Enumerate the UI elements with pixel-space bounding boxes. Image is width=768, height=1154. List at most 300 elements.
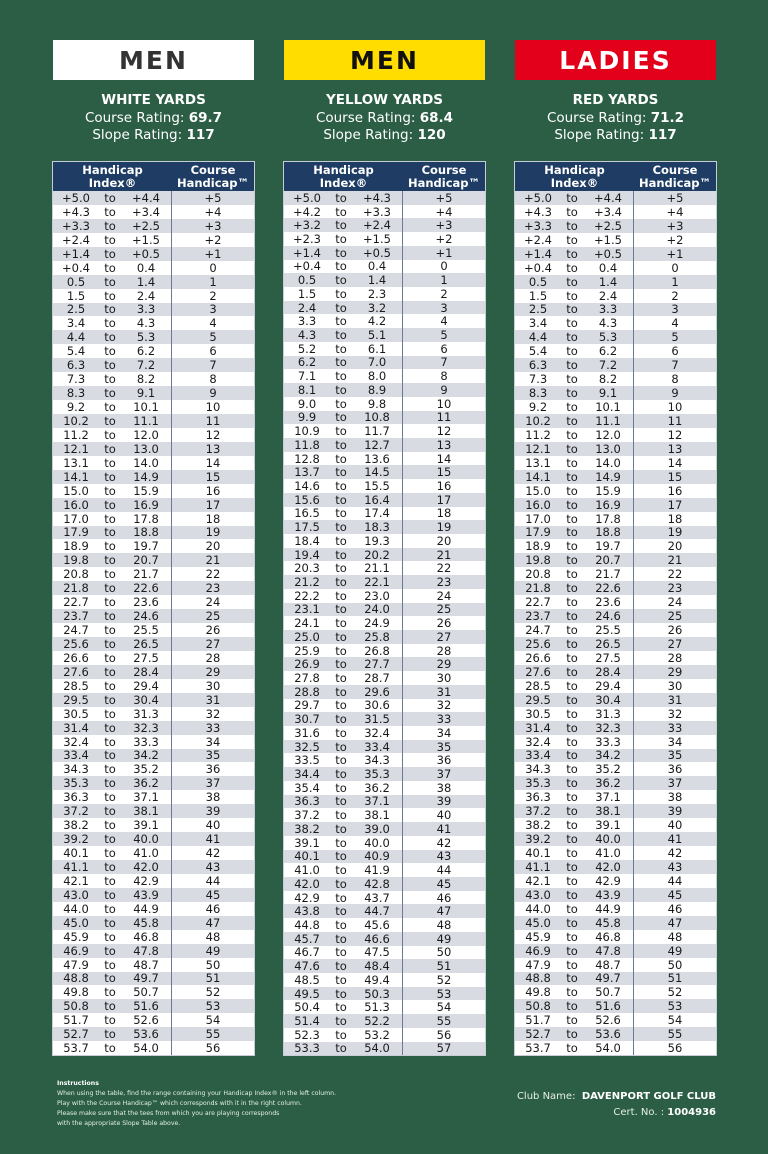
cert-label: Cert. No. : — [613, 1107, 665, 1118]
course-handicap: 45 — [667, 887, 683, 902]
range-to-word: to — [104, 260, 116, 275]
index-to: 11.1 — [583, 414, 634, 428]
range-to-word: to — [104, 372, 116, 387]
index-to: 24.6 — [121, 609, 172, 623]
table-row — [515, 358, 716, 372]
course-handicap: 27 — [667, 636, 683, 651]
index-from: 7.1 — [297, 369, 317, 384]
index-from: 2.4 — [297, 300, 317, 315]
index-from: 15.0 — [63, 483, 89, 498]
range-to-word: to — [566, 748, 578, 763]
table-row — [515, 400, 716, 414]
index-from: 6.3 — [528, 358, 548, 373]
index-from: 47.6 — [294, 959, 320, 974]
index-from: +2.4 — [524, 232, 552, 247]
index-from: 16.0 — [63, 497, 89, 512]
range-to-word: to — [566, 469, 578, 484]
course-rating — [515, 110, 716, 128]
index-to: 3.3 — [583, 303, 634, 317]
index-from: 45.0 — [525, 915, 551, 930]
index-to: 49.7 — [121, 972, 172, 986]
range-to-word: to — [335, 725, 347, 740]
table-row — [284, 534, 485, 548]
cert-value: 1004936 — [667, 1107, 716, 1118]
tee-name: RED YARDS — [572, 92, 659, 108]
header-ch-line2: Handicap™ — [407, 176, 481, 190]
course-handicap: 23 — [205, 581, 221, 596]
index-to: 18.8 — [121, 526, 172, 540]
course-handicap: +3 — [666, 218, 684, 233]
course-handicap: 53 — [436, 986, 452, 1001]
range-to-word: to — [335, 945, 347, 960]
course-handicap: 9 — [440, 382, 448, 397]
range-to-word: to — [104, 832, 116, 847]
course-handicap: 18 — [436, 506, 452, 521]
index-from: 50.4 — [294, 1000, 320, 1015]
range-to-word: to — [566, 859, 578, 874]
index-from: 49.8 — [63, 985, 89, 1000]
index-from: 51.7 — [525, 1013, 551, 1028]
range-to-word: to — [104, 553, 116, 568]
range-to-word: to — [566, 511, 578, 526]
course-handicap: 5 — [440, 328, 448, 343]
course-handicap: 53 — [205, 999, 221, 1014]
index-to: +2.4 — [352, 218, 403, 232]
range-to-word: to — [104, 609, 116, 624]
index-from: +0.4 — [62, 260, 90, 275]
index-from: 44.8 — [294, 917, 320, 932]
course-handicap: 12 — [436, 424, 452, 439]
index-to: 50.3 — [352, 987, 403, 1001]
course-handicap: 1 — [440, 273, 448, 288]
index-from: 22.2 — [294, 588, 320, 603]
index-to: 40.9 — [352, 850, 403, 864]
course-handicap: 26 — [205, 623, 221, 638]
index-to: 37.1 — [583, 790, 634, 804]
index-from: 22.7 — [525, 595, 551, 610]
range-to-word: to — [335, 890, 347, 905]
course-handicap: 19 — [436, 520, 452, 535]
range-to-word: to — [566, 873, 578, 888]
index-from: 50.8 — [525, 999, 551, 1014]
slope-rating-label: Slope Rating: — [554, 127, 645, 143]
index-to: 14.5 — [352, 465, 403, 479]
index-to: 29.6 — [352, 685, 403, 699]
range-to-word: to — [566, 790, 578, 805]
index-to: 33.3 — [121, 735, 172, 749]
index-from: 46.7 — [294, 945, 320, 960]
course-handicap: 46 — [436, 890, 452, 905]
index-to: +2.5 — [583, 219, 634, 233]
index-from: 32.5 — [294, 739, 320, 754]
range-to-word: to — [104, 1041, 116, 1056]
range-to-word: to — [335, 794, 347, 809]
index-to: 53.2 — [352, 1028, 403, 1042]
table-row — [284, 589, 485, 603]
index-from: 13.1 — [63, 455, 89, 470]
range-to-word: to — [104, 274, 116, 289]
range-to-word: to — [566, 1027, 578, 1042]
course-handicap: 12 — [205, 427, 221, 442]
table-row — [284, 795, 485, 809]
index-to: 14.0 — [583, 456, 634, 470]
table-row — [53, 902, 254, 916]
table-row — [515, 191, 716, 205]
course-handicap: 0 — [209, 260, 217, 275]
course-handicap: 10 — [205, 400, 221, 415]
table-row — [515, 762, 716, 776]
index-to: 2.4 — [121, 289, 172, 303]
table-row — [515, 428, 716, 442]
table-row — [53, 470, 254, 484]
index-to: +1.5 — [352, 232, 403, 246]
course-handicap: 52 — [205, 985, 221, 1000]
index-to: 8.9 — [352, 383, 403, 397]
index-to: 42.9 — [121, 874, 172, 888]
range-to-word: to — [566, 372, 578, 387]
course-handicap: 3 — [671, 302, 679, 317]
range-to-word: to — [335, 986, 347, 1001]
index-to: 7.2 — [583, 358, 634, 372]
index-from: 52.7 — [525, 1027, 551, 1042]
table-row — [284, 657, 485, 671]
course-handicap: 11 — [205, 413, 221, 428]
range-to-word: to — [335, 588, 347, 603]
table-row — [515, 372, 716, 386]
course-handicap: +5 — [204, 190, 222, 205]
index-from: 28.5 — [63, 678, 89, 693]
index-to: 26.8 — [352, 644, 403, 658]
instructions — [57, 1079, 357, 1129]
table-row — [53, 539, 254, 553]
range-to-word: to — [566, 455, 578, 470]
index-from: 17.9 — [63, 525, 89, 540]
course-handicap: 3 — [209, 302, 217, 317]
index-from: 27.6 — [525, 664, 551, 679]
index-from: 28.5 — [525, 678, 551, 693]
range-to-word: to — [104, 985, 116, 1000]
index-from: +4.2 — [293, 204, 321, 219]
index-to: 12.0 — [583, 428, 634, 442]
range-to-word: to — [335, 959, 347, 974]
index-from: 39.1 — [294, 835, 320, 850]
club-name-label: Club Name: — [516, 1091, 576, 1102]
course-handicap: 43 — [205, 859, 221, 874]
table-row — [53, 261, 254, 275]
index-from: +3.3 — [62, 218, 90, 233]
table-row — [515, 985, 716, 999]
table-row — [284, 808, 485, 822]
index-to: 12.7 — [352, 438, 403, 452]
table-row — [53, 637, 254, 651]
range-to-word: to — [566, 957, 578, 972]
range-to-word: to — [566, 441, 578, 456]
index-to: 20.7 — [583, 553, 634, 567]
range-to-word: to — [335, 245, 347, 260]
course-handicap: 22 — [436, 561, 452, 576]
course-handicap: 21 — [436, 547, 452, 562]
range-to-word: to — [335, 863, 347, 878]
index-to: +4.4 — [583, 191, 634, 205]
table-row — [515, 456, 716, 470]
range-to-word: to — [335, 684, 347, 699]
course-handicap: 11 — [667, 413, 683, 428]
table-row — [284, 1028, 485, 1042]
table-row — [515, 512, 716, 526]
table-row — [515, 651, 716, 665]
index-to: 42.0 — [121, 860, 172, 874]
index-from: 25.9 — [294, 643, 320, 658]
white-ratings — [53, 92, 254, 145]
index-to: 49.4 — [352, 973, 403, 987]
table-row — [284, 575, 485, 589]
table-row — [284, 781, 485, 795]
index-to: 22.6 — [583, 581, 634, 595]
header-course-handicap — [172, 162, 254, 191]
table-body — [284, 191, 485, 1055]
range-to-word: to — [104, 887, 116, 902]
index-to: 31.3 — [583, 707, 634, 721]
index-to: 4.2 — [352, 314, 403, 328]
index-from: 6.2 — [297, 355, 317, 370]
range-to-word: to — [104, 859, 116, 874]
table-row — [515, 316, 716, 330]
range-to-word: to — [566, 330, 578, 345]
course-handicap: 21 — [667, 553, 683, 568]
index-to: 6.2 — [121, 344, 172, 358]
course-handicap: 18 — [667, 511, 683, 526]
index-to: 3.3 — [121, 303, 172, 317]
table-row — [53, 832, 254, 846]
table-row — [284, 191, 485, 205]
table-row — [53, 191, 254, 205]
range-to-word: to — [104, 567, 116, 582]
index-from: 43.8 — [294, 904, 320, 919]
index-to: 30.4 — [583, 693, 634, 707]
index-from: 38.2 — [294, 821, 320, 836]
course-handicap: 9 — [209, 386, 217, 401]
table-row — [515, 860, 716, 874]
index-from: 30.5 — [525, 706, 551, 721]
range-to-word: to — [104, 386, 116, 401]
index-to: 20.7 — [121, 553, 172, 567]
table-row — [515, 665, 716, 679]
range-to-word: to — [335, 753, 347, 768]
index-from: 35.3 — [525, 776, 551, 791]
index-to: 3.2 — [352, 301, 403, 315]
table-row — [284, 699, 485, 713]
course-handicap: 4 — [440, 314, 448, 329]
index-to: 45.8 — [583, 916, 634, 930]
index-to: 23.6 — [121, 595, 172, 609]
table-row — [53, 512, 254, 526]
table-row — [53, 358, 254, 372]
table-row — [515, 526, 716, 540]
index-to: 38.1 — [121, 804, 172, 818]
table-row — [53, 972, 254, 986]
index-from: 18.4 — [294, 533, 320, 548]
header-handicap-index — [284, 162, 403, 191]
index-to: 34.2 — [583, 749, 634, 763]
index-to: 48.4 — [352, 959, 403, 973]
table-row — [53, 595, 254, 609]
index-to: 36.2 — [352, 781, 403, 795]
index-from: 12.1 — [525, 441, 551, 456]
header-ch-line1: Course — [190, 163, 236, 177]
table-row — [53, 749, 254, 763]
yellow-ratings — [284, 92, 485, 145]
table-row — [515, 916, 716, 930]
table-row — [284, 726, 485, 740]
index-from: 22.7 — [63, 595, 89, 610]
table-row — [515, 344, 716, 358]
index-to: 25.5 — [583, 623, 634, 637]
range-to-word: to — [335, 643, 347, 658]
range-to-word: to — [566, 943, 578, 958]
header-ch-line1: Course — [421, 163, 467, 177]
range-to-word: to — [566, 929, 578, 944]
course-handicap: +1 — [204, 246, 222, 261]
table-row — [284, 603, 485, 617]
course-handicap: 15 — [205, 469, 221, 484]
range-to-word: to — [104, 302, 116, 317]
course-handicap: 31 — [436, 684, 452, 699]
course-handicap: 25 — [436, 602, 452, 617]
range-to-word: to — [104, 483, 116, 498]
table-row — [284, 822, 485, 836]
course-handicap: 39 — [436, 794, 452, 809]
index-from: 19.8 — [525, 553, 551, 568]
index-to: 9.8 — [352, 397, 403, 411]
range-to-word: to — [335, 396, 347, 411]
header-index-line1: Handicap — [313, 163, 374, 177]
range-to-word: to — [566, 832, 578, 847]
course-handicap: 1 — [671, 274, 679, 289]
table-row — [53, 567, 254, 581]
table-row — [53, 874, 254, 888]
table-row — [515, 553, 716, 567]
index-from: 14.1 — [525, 469, 551, 484]
range-to-word: to — [104, 623, 116, 638]
range-to-word: to — [104, 330, 116, 345]
course-handicap: 2 — [671, 288, 679, 303]
course-handicap: 29 — [436, 657, 452, 672]
slope-rating-value: 120 — [417, 127, 446, 143]
table-row — [284, 411, 485, 425]
table-row — [515, 539, 716, 553]
table-row — [284, 712, 485, 726]
range-to-word: to — [104, 901, 116, 916]
course-handicap: 43 — [667, 859, 683, 874]
index-to: 44.7 — [352, 904, 403, 918]
index-from: 37.2 — [63, 804, 89, 819]
course-handicap: 33 — [205, 720, 221, 735]
course-handicap: 32 — [205, 706, 221, 721]
instructions-line: with the appropriate Slope Table above. — [57, 1120, 181, 1127]
range-to-word: to — [566, 539, 578, 554]
range-to-word: to — [566, 204, 578, 219]
index-to: 19.3 — [352, 534, 403, 548]
course-handicap: 18 — [205, 511, 221, 526]
table-row — [515, 930, 716, 944]
index-to: 47.5 — [352, 946, 403, 960]
index-from: 23.1 — [294, 602, 320, 617]
index-to: 15.5 — [352, 479, 403, 493]
index-to: 28.4 — [583, 665, 634, 679]
course-handicap: 1 — [209, 274, 217, 289]
header-ch-line2: Handicap™ — [638, 176, 712, 190]
range-to-word: to — [335, 520, 347, 535]
index-from: 34.3 — [63, 762, 89, 777]
index-from: 0.5 — [528, 274, 548, 289]
header-index-line2: Index® — [550, 176, 599, 190]
index-from: 16.5 — [294, 506, 320, 521]
range-to-word: to — [104, 664, 116, 679]
range-to-word: to — [566, 887, 578, 902]
index-to: +0.5 — [352, 246, 403, 260]
index-from: +5.0 — [524, 190, 552, 205]
range-to-word: to — [566, 218, 578, 233]
table-row — [284, 383, 485, 397]
table-body — [53, 191, 254, 1055]
course-handicap: 56 — [667, 1041, 683, 1056]
course-handicap: 7 — [440, 355, 448, 370]
index-from: 34.3 — [525, 762, 551, 777]
index-from: 5.4 — [528, 344, 548, 359]
table-row — [284, 548, 485, 562]
course-handicap: 33 — [667, 720, 683, 735]
range-to-word: to — [104, 344, 116, 359]
range-to-word: to — [566, 706, 578, 721]
range-to-word: to — [566, 302, 578, 317]
course-handicap: 52 — [436, 972, 452, 987]
index-to: 36.2 — [583, 776, 634, 790]
index-to: +1.5 — [121, 233, 172, 247]
index-to: 20.2 — [352, 548, 403, 562]
range-to-word: to — [566, 344, 578, 359]
range-to-word: to — [104, 804, 116, 819]
index-from: 40.1 — [525, 846, 551, 861]
slope-rating-value: 117 — [648, 127, 677, 143]
index-to: 25.8 — [352, 630, 403, 644]
range-to-word: to — [335, 424, 347, 439]
index-from: 41.1 — [63, 859, 89, 874]
index-to: 17.8 — [121, 512, 172, 526]
range-to-word: to — [335, 561, 347, 576]
course-handicap: 30 — [205, 678, 221, 693]
index-to: +0.5 — [583, 247, 634, 261]
index-from: 48.8 — [525, 971, 551, 986]
range-to-word: to — [104, 595, 116, 610]
range-to-word: to — [335, 835, 347, 850]
range-to-word: to — [566, 246, 578, 261]
index-to: 27.5 — [583, 651, 634, 665]
index-from: 9.0 — [297, 396, 317, 411]
course-handicap: 19 — [205, 525, 221, 540]
index-to: 34.2 — [121, 749, 172, 763]
course-handicap: 23 — [436, 574, 452, 589]
index-to: +1.5 — [583, 233, 634, 247]
course-handicap: 38 — [436, 780, 452, 795]
table-header — [515, 162, 716, 191]
index-to: 38.1 — [352, 808, 403, 822]
course-handicap: 34 — [436, 725, 452, 740]
course-handicap: 40 — [667, 818, 683, 833]
header-ch-line1: Course — [652, 163, 698, 177]
course-handicap: 4 — [671, 316, 679, 331]
course-handicap: 21 — [205, 553, 221, 568]
slope-rating-label: Slope Rating: — [92, 127, 183, 143]
